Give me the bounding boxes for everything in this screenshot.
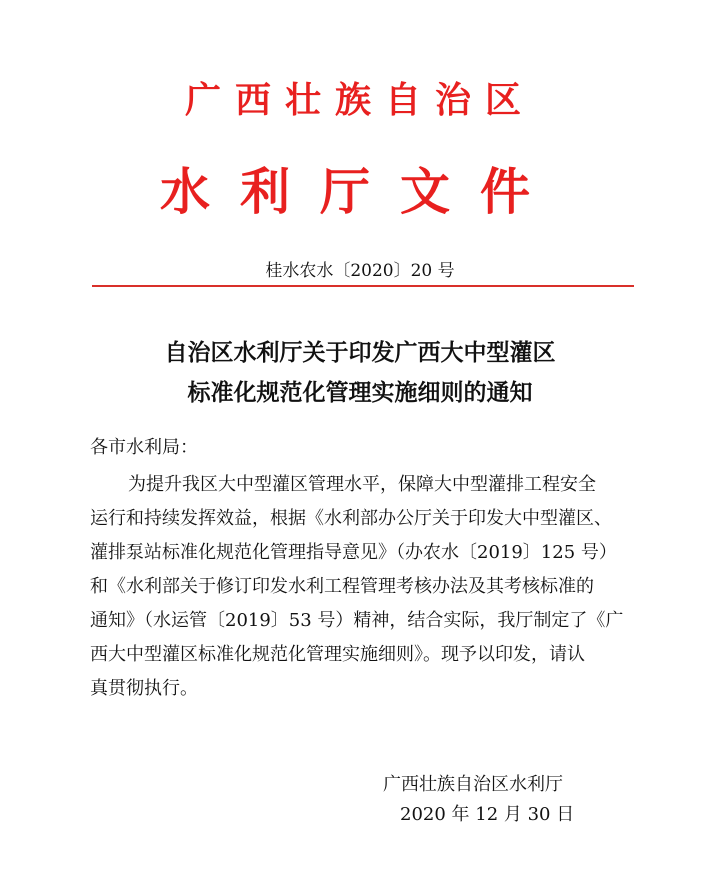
signature-date: 2020 年 12 月 30 日 xyxy=(400,804,575,825)
title-line-2: 标准化规范化管理实施细则的通知 xyxy=(187,380,533,406)
body-line-4: 和《水利部关于修订印发水利工程管理考核办法及其考核标准的 xyxy=(90,576,594,597)
body-line-1: 为提升我区大中型灌区管理水平，保障大中型灌排工程安全 xyxy=(128,474,596,495)
salutation: 各市水利局： xyxy=(90,437,198,458)
body-line-2: 运行和持续发挥效益，根据《水利部办公厅关于印发大中型灌区、 xyxy=(90,508,612,529)
body-line-3: 灌排泵站标准化规范化管理指导意见》（办农水〔2019〕125 号） xyxy=(90,542,617,563)
document-title xyxy=(0,333,720,413)
body-paragraph xyxy=(90,468,635,706)
red-divider-line xyxy=(92,285,634,287)
document-number: 桂水农水〔2020〕20 号 xyxy=(265,261,455,281)
document-type-header: 水利厅文件 xyxy=(160,163,560,221)
issuing-authority-header: 广西壮族自治区 xyxy=(184,80,535,121)
title-line-1: 自治区水利厅关于印发广西大中型灌区 xyxy=(164,340,556,366)
signature-organization: 广西壮族自治区水利厅 xyxy=(383,774,563,795)
body-line-6: 西大中型灌区标准化规范化管理实施细则》。现予以印发，请认 xyxy=(90,644,585,665)
body-line-7: 真贯彻执行。 xyxy=(90,678,198,699)
body-line-5: 通知》（水运管〔2019〕53 号）精神，结合实际，我厅制定了《广 xyxy=(90,610,624,631)
